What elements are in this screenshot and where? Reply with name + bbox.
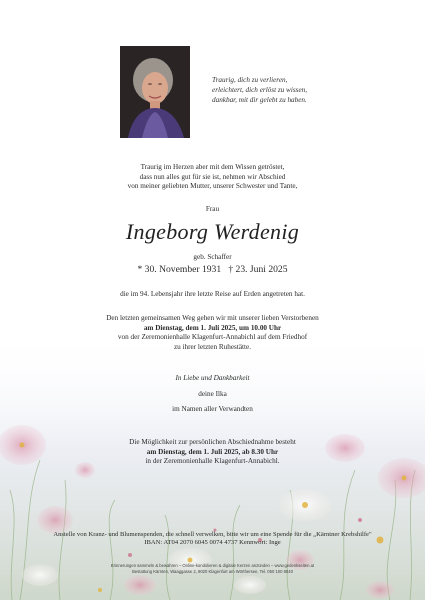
signature-family: im Namen aller Verwandten <box>172 405 253 414</box>
funeral-line: zu ihrer letzten Ruhestätte. <box>173 342 252 351</box>
motto-line: erleichtert, dich erlöst zu wissen, <box>212 86 308 94</box>
signature-closing: In Liebe und Dankbarkeit <box>175 374 250 382</box>
signature-block <box>0 374 425 415</box>
undertaker-address: Bestattung Kärnten, Waaggasse 2, 9020 Klagenfurt am Wörthersee, Tel. 050 100 8040 <box>132 568 293 574</box>
intro-line: dass nun alles gut für sie ist, nehmen wir Abschied <box>139 172 286 181</box>
funeral-info <box>0 314 425 352</box>
deceased-name: Ingeborg Werdenig <box>125 219 300 244</box>
funeral-line: von der Zeremonienhalle Klagenfurt-Annabichl auf dem Friedhof <box>117 333 308 342</box>
motto-line: Traurig, dich zu verlieren, <box>212 76 288 84</box>
intro-line: Traurig im Herzen aber mit dem Wissen getröstet, <box>140 163 285 171</box>
funeral-date: am Dienstag, dem 1. Juli 2025, um 10.00 Uhr <box>143 323 282 332</box>
viewing-line: in der Zeremonienhalle Klagenfurt-Annabichl. <box>145 457 280 466</box>
intro-line: von meiner geliebten Mutter, unserer Schwester und Tante, <box>127 182 298 191</box>
viewing-line: Die Möglichkeit zur persönlichen Abschiednahme besteht <box>129 438 296 446</box>
viewing-date: am Dienstag, dem 1. Juli 2025, ab 8.30 Uhr <box>146 447 279 456</box>
birth-name: geb. Schaffer <box>193 253 232 261</box>
undertaker-line: Erinnerungen sammeln & bewahren – Online-kondolieren & digitale Kerzen anzünden – www.gedenkseiten.at <box>110 563 315 568</box>
intro-text <box>0 163 425 192</box>
funeral-line: Den letzten gemeinsamen Weg gehen wir mit unserer lieben Verstorbenen <box>106 314 319 322</box>
donation-line: Anstelle von Kranz- und Blumenspenden, die schnell verwelken, bitte wir um eine Spende für die „Kärntner Krebshilfe" <box>53 531 372 538</box>
signature-name: deine Ilka <box>198 389 227 398</box>
salutation: Frau <box>205 205 220 213</box>
portrait-photo <box>120 46 190 138</box>
donation-iban: IBAN: AT04 2070 6045 0074 4737 Kennwort: Inge <box>144 539 281 547</box>
age-line: die im 94. Lebensjahr ihre letzte Reise auf Erden angetreten hat. <box>120 290 305 298</box>
undertaker-info <box>0 563 425 574</box>
portrait-image <box>120 46 190 138</box>
motto-verse <box>212 75 412 105</box>
life-dates: * 30. November 1931 † 23. Juni 2025 <box>137 264 288 275</box>
motto-line: dankbar, mit dir gelebt zu haben. <box>212 96 307 104</box>
donation-info <box>0 531 425 548</box>
viewing-info <box>0 438 425 467</box>
